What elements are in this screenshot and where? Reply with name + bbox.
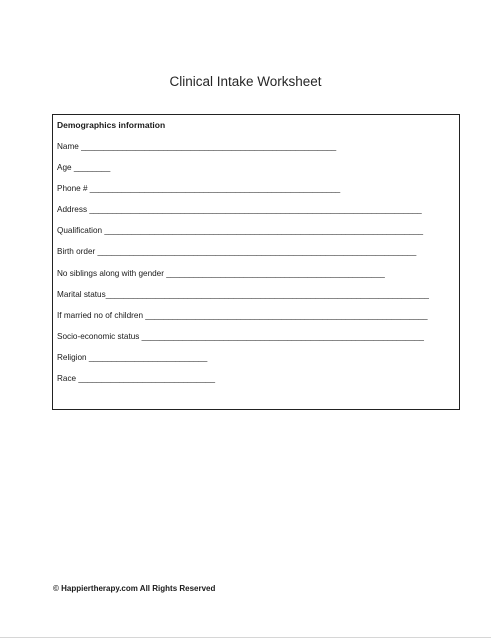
- field-race[interactable]: [57, 373, 215, 384]
- field-age[interactable]: [57, 162, 110, 173]
- demographics-form-box: [52, 114, 460, 410]
- field-blank-line[interactable]: ______________________________________________________________________: [97, 247, 417, 256]
- field-label: If married no of children: [57, 311, 146, 320]
- field-label: Socio-economic status: [57, 332, 142, 341]
- field-label: Marital status: [57, 290, 106, 299]
- field-label: Address: [57, 205, 90, 214]
- field-blank-line[interactable]: _______________________________________________________: [89, 184, 341, 193]
- field-address[interactable]: [57, 204, 422, 215]
- copyright-footer: © Happiertherapy.com All Rights Reserved: [53, 584, 216, 593]
- field-label: Race: [57, 374, 79, 383]
- field-religion[interactable]: [57, 352, 207, 363]
- field-marital-status[interactable]: [57, 289, 429, 300]
- page-title: Clinical Intake Worksheet: [169, 74, 322, 89]
- field-label: Age: [57, 163, 74, 172]
- field-blank-line[interactable]: ______________________________________________________________________: [104, 226, 424, 235]
- field-blank-line[interactable]: ______________________________: [78, 374, 215, 383]
- field-blank-line[interactable]: ________________________________________________________: [81, 142, 337, 151]
- field-blank-line[interactable]: _______________________________________________________________________: [105, 290, 429, 299]
- field-blank-line[interactable]: __________________________: [88, 353, 208, 362]
- field-siblings[interactable]: [57, 268, 385, 279]
- field-label: Phone #: [57, 184, 90, 193]
- field-label: No siblings along with gender: [57, 269, 167, 278]
- field-socio-economic-status[interactable]: [57, 331, 424, 342]
- field-blank-line[interactable]: ______________________________________________________________: [141, 332, 424, 341]
- field-name[interactable]: [57, 141, 336, 152]
- field-label: Name: [57, 142, 82, 151]
- bottom-divider: [0, 637, 491, 638]
- field-qualification[interactable]: [57, 225, 423, 236]
- field-blank-line[interactable]: _________________________________________________________________________: [89, 205, 422, 214]
- field-blank-line[interactable]: ________: [73, 163, 111, 172]
- field-blank-line[interactable]: ________________________________________________: [166, 269, 385, 278]
- section-heading: Demographics information: [57, 120, 166, 130]
- field-birth-order[interactable]: [57, 246, 416, 257]
- field-label: Religion: [57, 353, 89, 362]
- field-label: Qualification: [57, 226, 105, 235]
- field-label: Birth order: [57, 247, 98, 256]
- field-children[interactable]: [57, 310, 428, 321]
- field-phone[interactable]: [57, 183, 340, 194]
- field-blank-line[interactable]: ______________________________________________________________: [145, 311, 428, 320]
